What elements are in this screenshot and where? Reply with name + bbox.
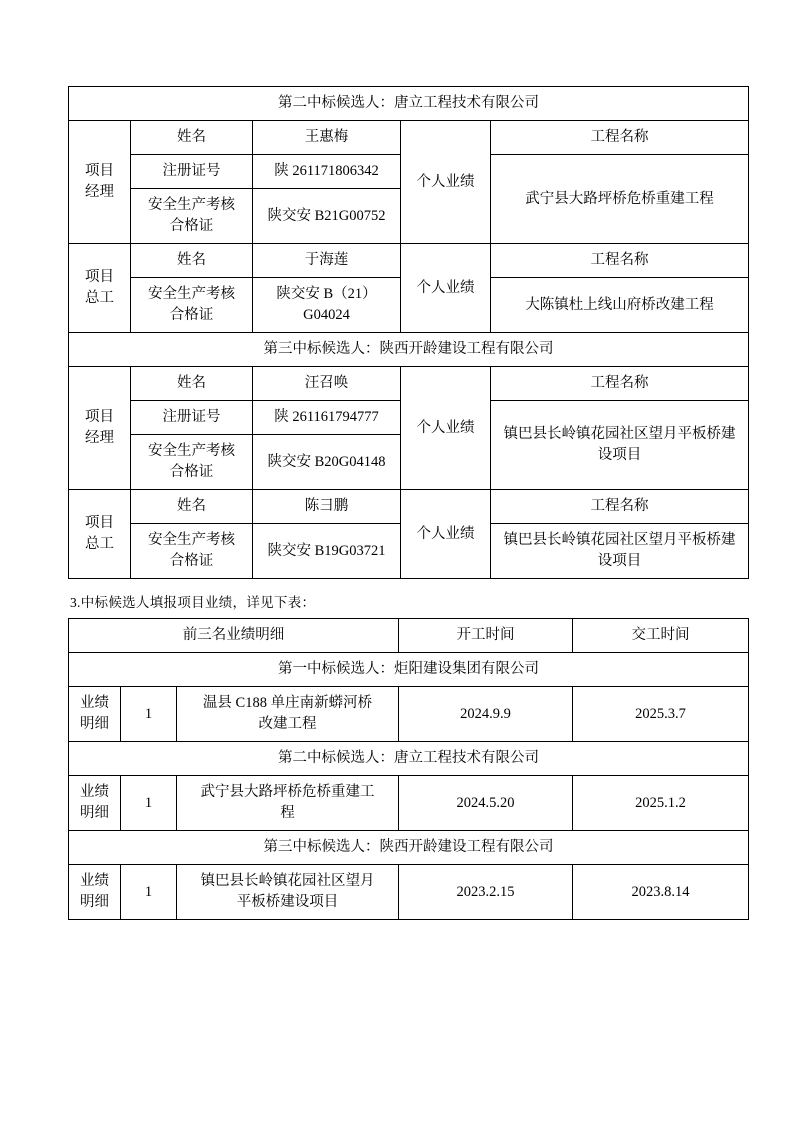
- label-safety-cert: [131, 278, 253, 333]
- third-manager-project-name-line2: 设项目: [597, 447, 642, 464]
- label-safety-cert: [131, 524, 253, 579]
- third-manager-performance-label: 个人业绩: [401, 367, 491, 490]
- third-chief-project-name-line2: 设项目: [597, 553, 642, 570]
- perf-row-label-3: [69, 865, 121, 920]
- perf-row-project-3: [177, 865, 399, 920]
- perf-row-finish-1: 2025.3.7: [573, 687, 749, 742]
- perf-row-no-2: 1: [121, 776, 177, 831]
- second-chief-name: 于海莲: [253, 244, 401, 278]
- label-name: 姓名: [131, 490, 253, 524]
- row-label-project-manager: [69, 121, 131, 244]
- perf-row-label-1: [69, 687, 121, 742]
- table-row: [69, 865, 749, 920]
- second-manager-register-no: 陕 261171806342: [253, 155, 401, 189]
- perf-row-project-3-line2: 平板桥建设项目: [236, 894, 339, 911]
- third-chief-name: 陈彐鹏: [253, 490, 401, 524]
- perf-row-finish-3: 2023.8.14: [573, 865, 749, 920]
- third-chief-safety-cert: 陕交安 B19G03721: [253, 524, 401, 579]
- safety-cert-label-line1: 安全生产考核: [148, 443, 235, 460]
- perf-group-header-2: 第二中标候选人：唐立工程技术有限公司: [69, 742, 749, 776]
- candidates-table: [68, 86, 749, 579]
- second-chief-project-name: 大陈镇杜上线山府桥改建工程: [491, 278, 749, 333]
- second-manager-name: 王惠梅: [253, 121, 401, 155]
- third-manager-project-name: [491, 401, 749, 490]
- project-manager-label-line2: 经理: [85, 184, 114, 201]
- document-body: [68, 86, 748, 920]
- third-manager-safety-cert: 陕交安 B20G04148: [253, 435, 401, 490]
- third-chief-project-name: [491, 524, 749, 579]
- chief-engineer-label-line1: 项目: [85, 269, 114, 286]
- perf-row-label-1-line2: 明细: [80, 716, 109, 733]
- section-3-title: 3.中标候选人填报项目业绩，详见下表：: [70, 595, 316, 611]
- second-manager-performance-label: 个人业绩: [401, 121, 491, 244]
- table-row: [69, 367, 749, 401]
- project-manager-label-line1: 项目: [85, 409, 114, 426]
- third-manager-project-name-line1: 镇巴县长岭镇花园社区望月平板桥建: [503, 426, 736, 443]
- project-manager-label-line1: 项目: [85, 163, 114, 180]
- label-register-no: 注册证号: [131, 401, 253, 435]
- label-register-no: 注册证号: [131, 155, 253, 189]
- row-label-chief-engineer: [69, 244, 131, 333]
- label-name: 姓名: [131, 367, 253, 401]
- label-project-name: 工程名称: [491, 244, 749, 278]
- perf-row-label-2-line1: 业绩: [80, 784, 109, 801]
- safety-cert-label-line1: 安全生产考核: [148, 532, 235, 549]
- perf-row-label-2-line2: 明细: [80, 805, 109, 822]
- perf-header-detail: 前三名业绩明细: [69, 619, 399, 653]
- performance-table: [68, 618, 749, 920]
- third-chief-project-name-line1: 镇巴县长岭镇花园社区望月平板桥建: [503, 532, 736, 549]
- label-safety-cert: [131, 435, 253, 490]
- perf-row-no-1: 1: [121, 687, 177, 742]
- row-label-chief-engineer: [69, 490, 131, 579]
- perf-row-no-3: 1: [121, 865, 177, 920]
- second-chief-performance-label: 个人业绩: [401, 244, 491, 333]
- third-candidate-header: 第三中标候选人：陕西开龄建设工程有限公司: [69, 333, 749, 367]
- third-chief-performance-label: 个人业绩: [401, 490, 491, 579]
- perf-row-finish-2: 2025.1.2: [573, 776, 749, 831]
- table-row: [69, 121, 749, 155]
- row-label-project-manager: [69, 367, 131, 490]
- safety-cert-label-line2: 合格证: [169, 553, 214, 570]
- project-manager-label-line2: 经理: [85, 430, 114, 447]
- table-row: [69, 619, 749, 653]
- perf-row-start-3: 2023.2.15: [399, 865, 573, 920]
- second-chief-safety-cert: [253, 278, 401, 333]
- perf-header-finish-time: 交工时间: [573, 619, 749, 653]
- label-project-name: 工程名称: [491, 121, 749, 155]
- perf-row-project-2-line1: 武宁县大路坪桥危桥重建工: [200, 784, 375, 801]
- label-safety-cert: [131, 189, 253, 244]
- perf-row-project-1-line2: 改建工程: [258, 716, 317, 733]
- perf-row-project-1: [177, 687, 399, 742]
- chief-engineer-label-line2: 总工: [85, 290, 114, 307]
- perf-row-label-2: [69, 776, 121, 831]
- table-row: [69, 244, 749, 278]
- perf-row-start-1: 2024.9.9: [399, 687, 573, 742]
- label-name: 姓名: [131, 121, 253, 155]
- perf-header-start-time: 开工时间: [399, 619, 573, 653]
- perf-row-project-2-line2: 程: [280, 805, 295, 822]
- third-manager-name: 汪召唤: [253, 367, 401, 401]
- label-project-name: 工程名称: [491, 367, 749, 401]
- table-row: [69, 687, 749, 742]
- chief-engineer-label-line1: 项目: [85, 515, 114, 532]
- second-chief-safety-cert-line2: G04024: [303, 307, 350, 324]
- second-chief-safety-cert-line1: 陕交安 B（21）: [276, 286, 377, 303]
- third-manager-register-no: 陕 261161794777: [253, 401, 401, 435]
- label-name: 姓名: [131, 244, 253, 278]
- perf-row-project-3-line1: 镇巴县长岭镇花园社区望月: [200, 873, 375, 890]
- perf-row-label-3-line2: 明细: [80, 894, 109, 911]
- second-candidate-header: 第二中标候选人：唐立工程技术有限公司: [69, 87, 749, 121]
- second-manager-safety-cert: 陕交安 B21G00752: [253, 189, 401, 244]
- safety-cert-label-line1: 安全生产考核: [148, 197, 235, 214]
- table-row: [69, 776, 749, 831]
- table-row: [69, 653, 749, 687]
- perf-row-project-2: [177, 776, 399, 831]
- perf-row-label-3-line1: 业绩: [80, 873, 109, 890]
- perf-row-project-1-line1: 温县 C188 单庄南新蟒河桥: [202, 695, 373, 712]
- table-row: [69, 831, 749, 865]
- perf-group-header-1: 第一中标候选人：炬阳建设集团有限公司: [69, 653, 749, 687]
- perf-group-header-3: 第三中标候选人：陕西开龄建设工程有限公司: [69, 831, 749, 865]
- safety-cert-label-line2: 合格证: [169, 307, 214, 324]
- table-row: [69, 87, 749, 121]
- table-row: [69, 333, 749, 367]
- chief-engineer-label-line2: 总工: [85, 536, 114, 553]
- safety-cert-label-line1: 安全生产考核: [148, 286, 235, 303]
- safety-cert-label-line2: 合格证: [169, 218, 214, 235]
- second-manager-project-name: 武宁县大路坪桥危桥重建工程: [491, 155, 749, 244]
- table-row: [69, 742, 749, 776]
- safety-cert-label-line2: 合格证: [169, 464, 214, 481]
- perf-row-start-2: 2024.5.20: [399, 776, 573, 831]
- perf-row-label-1-line1: 业绩: [80, 695, 109, 712]
- table-row: [69, 490, 749, 524]
- label-project-name: 工程名称: [491, 490, 749, 524]
